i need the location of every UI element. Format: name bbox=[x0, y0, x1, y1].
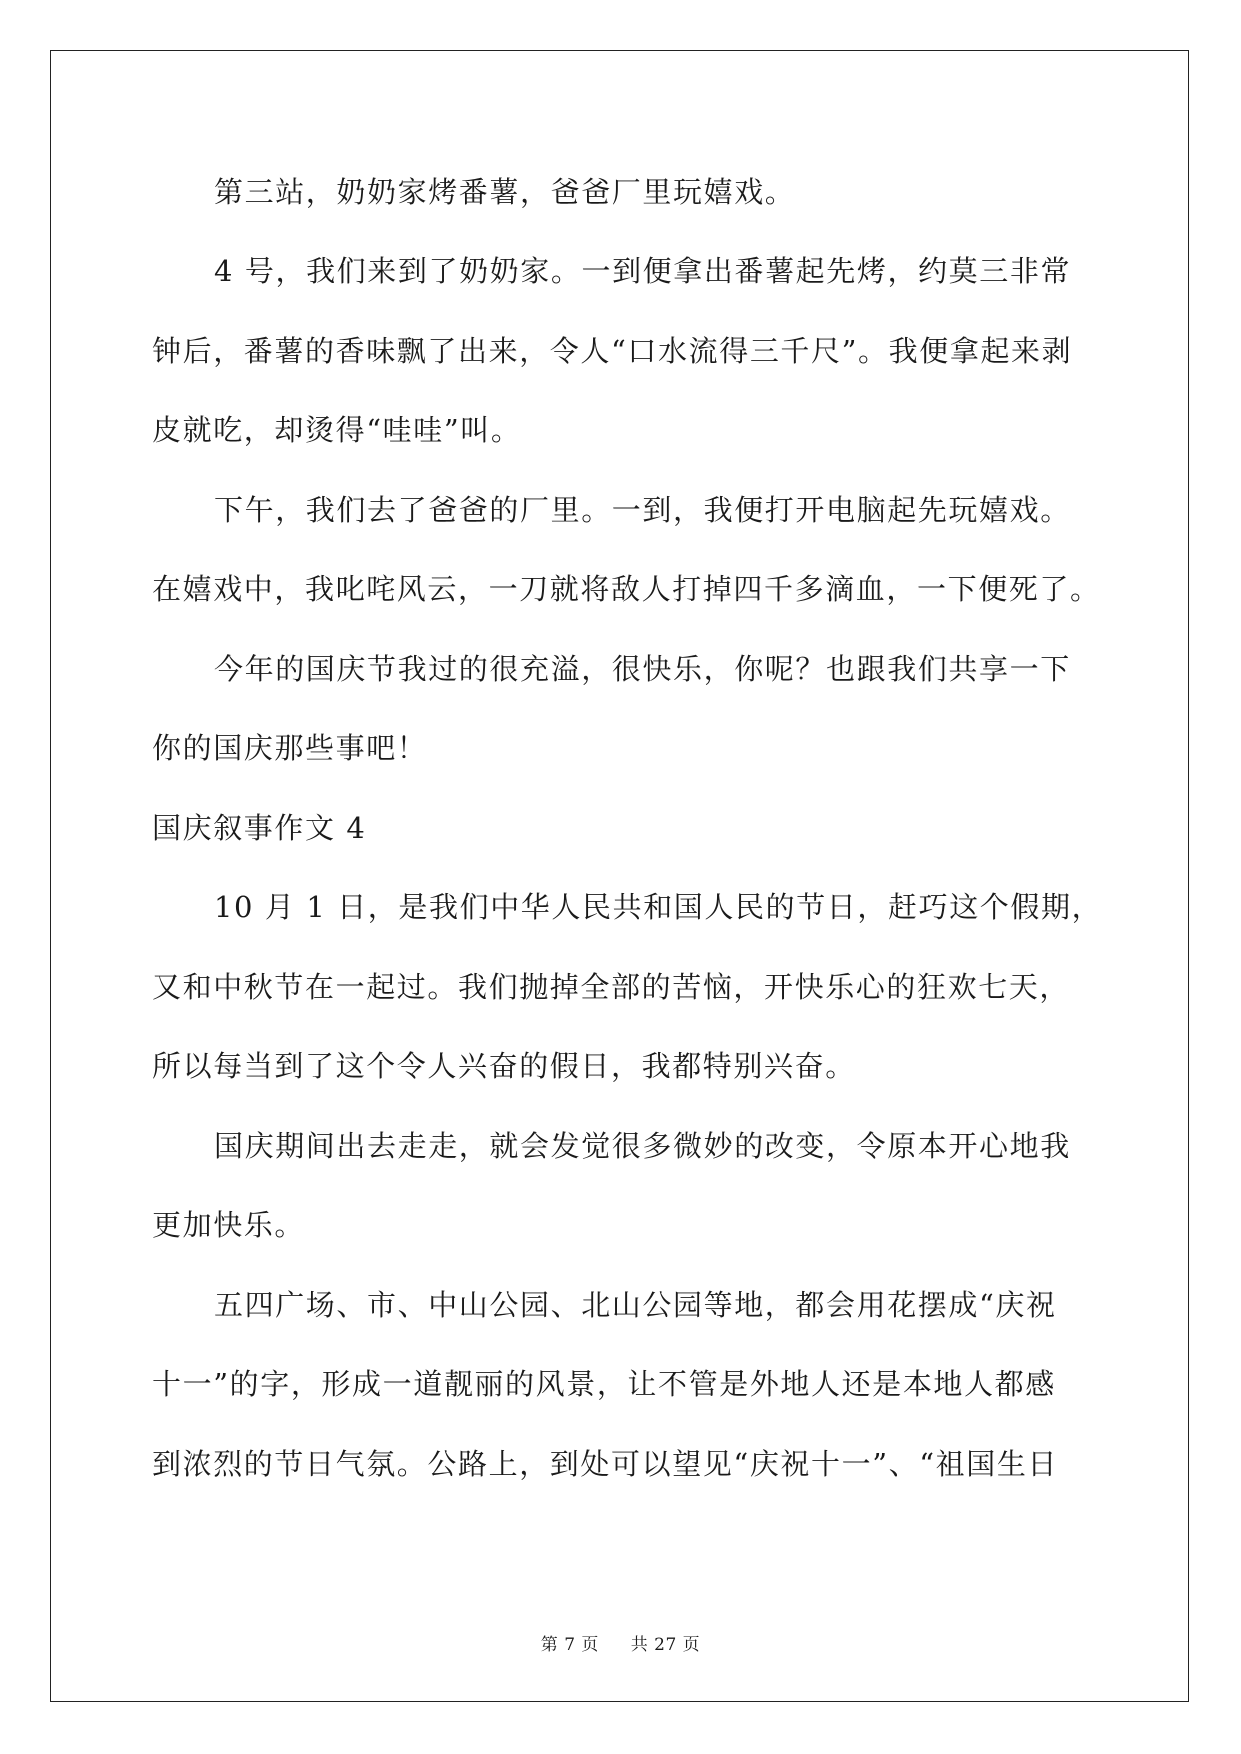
page-number: 第 7 页 bbox=[540, 1635, 599, 1655]
paragraph-line: 第三站，奶奶家烤番薯，爸爸厂里玩嬉戏。 bbox=[214, 175, 796, 209]
paragraph-line: 在嬉戏中，我叱咤风云，一刀就将敌人打掉四千多滴血，一下便死了。 bbox=[152, 572, 1101, 606]
paragraph-line: 到浓烈的节日气氛。公路上，到处可以望见“庆祝十一”、“祖国生日 bbox=[152, 1447, 1059, 1481]
paragraph-line: 又和中秋节在一起过。我们抛掉全部的苦恼，开快乐心的狂欢七天， bbox=[152, 970, 1071, 1004]
paragraph-line: 你的国庆那些事吧！ bbox=[152, 731, 428, 765]
page-total: 共 27 页 bbox=[630, 1635, 701, 1655]
page-footer bbox=[0, 1634, 1241, 1656]
paragraph-line: 国庆期间出去走走，就会发觉很多微妙的改变，令原本开心地我 bbox=[214, 1129, 1071, 1163]
paragraph-line: 更加快乐。 bbox=[152, 1208, 306, 1242]
paragraph-line: 下午，我们去了爸爸的厂里。一到，我便打开电脑起先玩嬉戏。 bbox=[214, 493, 1071, 527]
paragraph-line: 4 号，我们来到了奶奶家。一到便拿出番薯起先烤，约莫三非常 bbox=[214, 254, 1072, 288]
paragraph-line: 皮就吃，却烫得“哇哇”叫。 bbox=[152, 413, 522, 447]
paragraph-line: 五四广场、市、中山公园、北山公园等地，都会用花摆成“庆祝 bbox=[214, 1288, 1057, 1322]
section-heading: 国庆叙事作文 4 bbox=[152, 811, 367, 845]
paragraph-line: 十一”的字，形成一道靓丽的风景，让不管是外地人还是本地人都感 bbox=[152, 1367, 1056, 1401]
paragraph-line: 所以每当到了这个令人兴奋的假日，我都特别兴奋。 bbox=[152, 1049, 856, 1083]
paragraph-line: 10 月 1 日，是我们中华人民共和国人民的节日，赶巧这个假期， bbox=[214, 890, 1103, 924]
paragraph-line: 今年的国庆节我过的很充溢，很快乐，你呢？也跟我们共享一下 bbox=[214, 652, 1071, 686]
paragraph-line: 钟后，番薯的香味飘了出来，令人“口水流得三千尺”。我便拿起来剥 bbox=[152, 334, 1073, 368]
